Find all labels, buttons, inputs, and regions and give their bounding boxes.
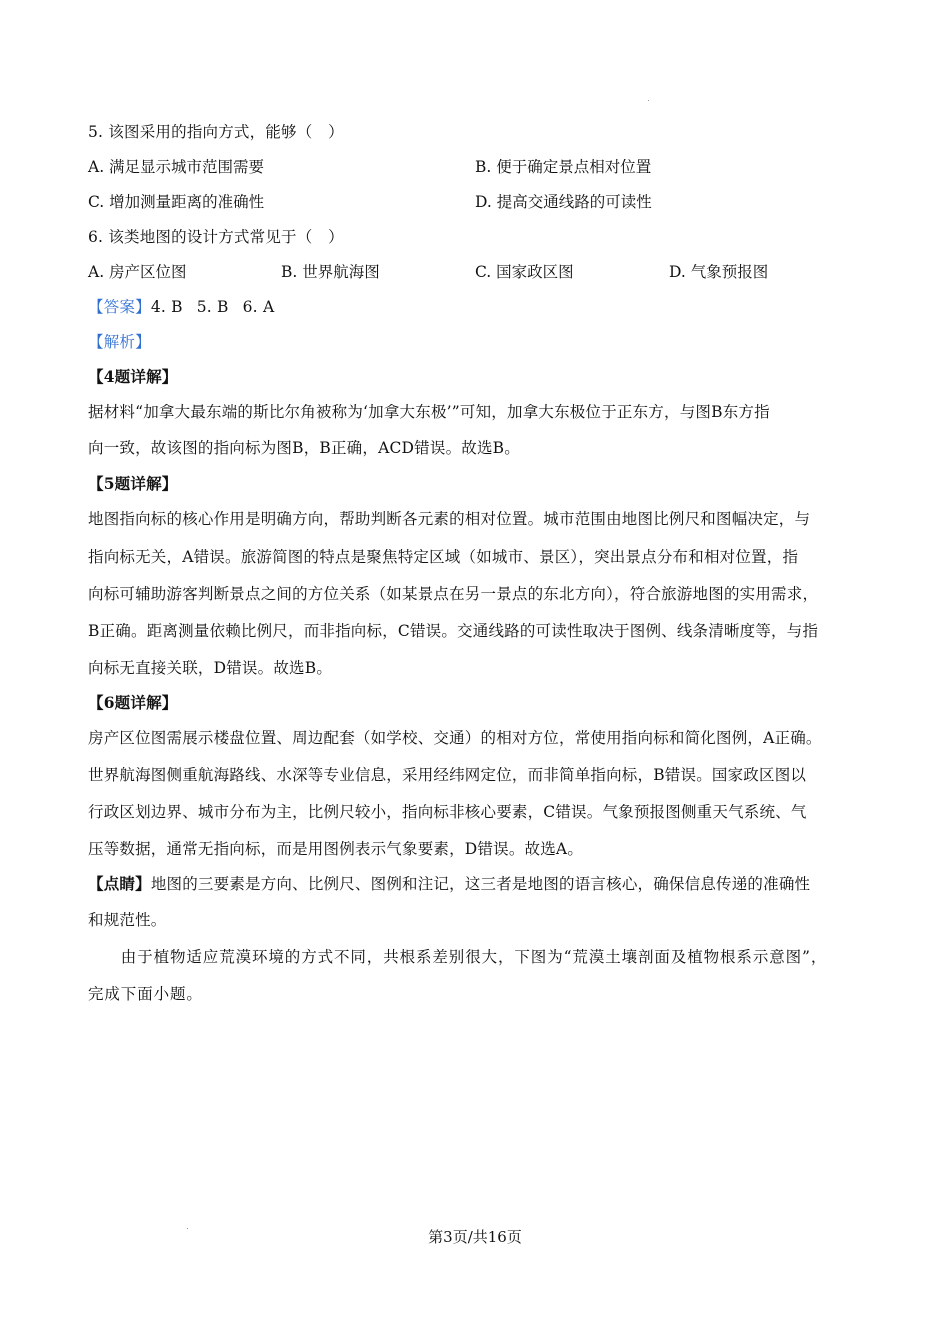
answer-item: 4. B xyxy=(150,298,183,316)
analysis-label: 【解析】 xyxy=(88,333,151,351)
detail-5-line: 向标无直接关联，D错误。故选B。 xyxy=(88,659,333,677)
page-number-footer: 第3页/共16页 xyxy=(428,1228,522,1246)
detail-6-line: 压等数据，通常无指向标，而是用图例表示气象要素，D错误。故选A。 xyxy=(88,840,584,858)
scan-speck xyxy=(648,100,649,101)
answer-label: 【答案】 xyxy=(88,298,151,316)
tip-label: 【点睛】 xyxy=(88,874,151,893)
question-6-option-d: D. 气象预报图 xyxy=(669,263,769,281)
detail-5-heading: 【5题详解】 xyxy=(88,474,178,493)
question-5-option-d: D. 提高交通线路的可读性 xyxy=(475,193,652,211)
answer-item: 6. A xyxy=(242,298,275,316)
question-6-option-c: C. 国家政区图 xyxy=(475,263,574,281)
answer-item: 5. B xyxy=(196,298,229,316)
question-5-option-a: A. 满足显示城市范围需要 xyxy=(88,158,265,176)
question-6-option-b: B. 世界航海图 xyxy=(281,263,380,281)
question-6-stem: 6. 该类地图的设计方式常见于（ ） xyxy=(88,228,344,246)
detail-5-line: 指向标无关，A错误。旅游简图的特点是聚焦特定区域（如城市、景区），突出景点分布和相对位置，指 xyxy=(88,548,799,566)
intro-line: 由于植物适应荒漠环境的方式不同，共根系差别很大，下图为“荒漠土壤剖面及植物根系示意图”， xyxy=(88,948,828,966)
tip-line: 和规范性。 xyxy=(88,911,167,929)
question-5-stem: 5. 该图采用的指向方式，能够（ ） xyxy=(88,123,344,141)
detail-6-line: 房产区位图需展示楼盘位置、周边配套（如学校、交通）的相对方位，常使用指向标和简化图例，A正确。 xyxy=(88,729,822,747)
tip-line xyxy=(88,873,868,895)
answer-line xyxy=(88,296,868,318)
detail-6-line: 世界航海图侧重航海路线、水深等专业信息，采用经纬网定位，而非简单指向标，B错误。国家政区图以 xyxy=(88,766,807,784)
detail-4-line: 据材料“加拿大最东端的斯比尔角被称为‘加拿大东极’”可知，加拿大东极位于正东方，与图B东方指 xyxy=(88,403,770,421)
tip-text: 地图的三要素是方向、比例尺、图例和注记，这三者是地图的语言核心，确保信息传递的准确性 xyxy=(150,875,811,893)
detail-6-heading: 【6题详解】 xyxy=(88,693,178,712)
detail-4-heading: 【4题详解】 xyxy=(88,367,178,386)
detail-5-line: 地图指向标的核心作用是明确方向，帮助判断各元素的相对位置。城市范围由地图比例尺和图幅决定，与 xyxy=(88,510,811,528)
detail-4-line: 向一致，故该图的指向标为图B，B正确，ACD错误。故选B。 xyxy=(88,439,520,457)
question-5-option-c: C. 增加测量距离的准确性 xyxy=(88,193,265,211)
detail-5-line: B正确。距离测量依赖比例尺，而非指向标，C错误。交通线路的可读性取决于图例、线条清晰度等，与指 xyxy=(88,622,819,640)
intro-line: 完成下面小题。 xyxy=(88,985,203,1003)
detail-5-line: 向标可辅助游客判断景点之间的方位关系（如某景点在另一景点的东北方向），符合旅游地图的实用需求， xyxy=(88,585,819,603)
detail-6-line: 行政区划边界、城市分布为主，比例尺较小，指向标非核心要素，C错误。气象预报图侧重天气系统、气 xyxy=(88,803,807,821)
question-6-option-a: A. 房产区位图 xyxy=(88,263,187,281)
question-5-option-b: B. 便于确定景点相对位置 xyxy=(475,158,652,176)
